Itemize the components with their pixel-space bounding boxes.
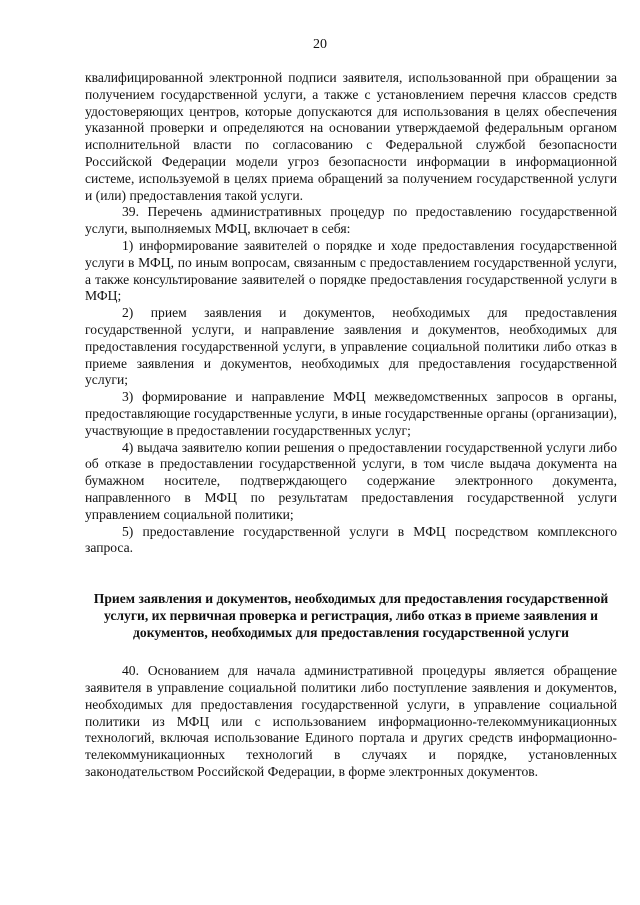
list-item-5: 5) предоставление государственной услуги в МФЦ посредством комплексного запроса. bbox=[85, 523, 617, 556]
list-item-3: 3) формирование и направление МФЦ межведомственных запросов в органы, предоставляющие государственные услуги, в иные государственные органы (организации), участвующие в предоставлении государственных услуг; bbox=[85, 389, 617, 438]
paragraph-39: 39. Перечень административных процедур по предоставлению государственной услуги, выполняемых МФЦ, включает в себя: bbox=[85, 204, 617, 237]
list-item-4: 4) выдача заявителю копии решения о предоставлении государственной услуги либо об отказе в предоставлении государственной услуги, в том числе выдача документа на бумажном носителе, подтверждающего содержание электронного документа, направленного в МФЦ по результатам предоставления государственной услуги управлением социальной политики; bbox=[85, 439, 617, 522]
paragraph-40: 40. Основанием для начала административной процедуры является обращение заявителя в управление социальной политики либо поступление заявления и документов, необходимых для предоставления государственной услуги, в управление социальной политики из МФЦ или с использованием информационно-телекоммуникационных технологий, включая использование Единого портала и других средств информационно-телекоммуникационных технологий в случаях и порядке, установленных законодательством Российской Федерации, в форме электронных документов. bbox=[85, 663, 617, 779]
document-body bbox=[85, 70, 617, 781]
section-heading: Прием заявления и документов, необходимых для предоставления государственной услуги, их первичная проверка и регистрация, либо отказ в приеме заявления и документов, необходимых для предоставления государственной услуги bbox=[93, 591, 609, 641]
list-item-1: 1) информирование заявителей о порядке и ходе предоставления государственной услуги в МФЦ, по иным вопросам, связанным с предоставлением государственной услуги, а также консультирование заявителей о порядке предоставления государственной услуги в МФЦ; bbox=[85, 237, 617, 304]
page-number: 20 bbox=[313, 37, 327, 52]
paragraph-continuation: квалифицированной электронной подписи заявителя, использованной при обращении за получением государственной услуги, а также с установлением перечня классов средств удостоверяющих центров, которые допускаются для использования в целях обеспечения указанной проверки и определяются на основании утверждаемой федеральным органом исполнительной власти по согласованию с Федеральной службой безопасности Российской Федерации модели угроз безопасности информации в информационной системе, используемой в целях приема обращений за получением государственной услуги и (или) предоставления такой услуги. bbox=[85, 70, 617, 203]
list-item-2: 2) прием заявления и документов, необходимых для предоставления государственной услуги, и направление заявления и документов, необходимых для предоставления государственной услуги, в управление социальной политики либо отказ в приеме заявления и документов, необходимых для предоставления государственной услуги; bbox=[85, 305, 617, 388]
